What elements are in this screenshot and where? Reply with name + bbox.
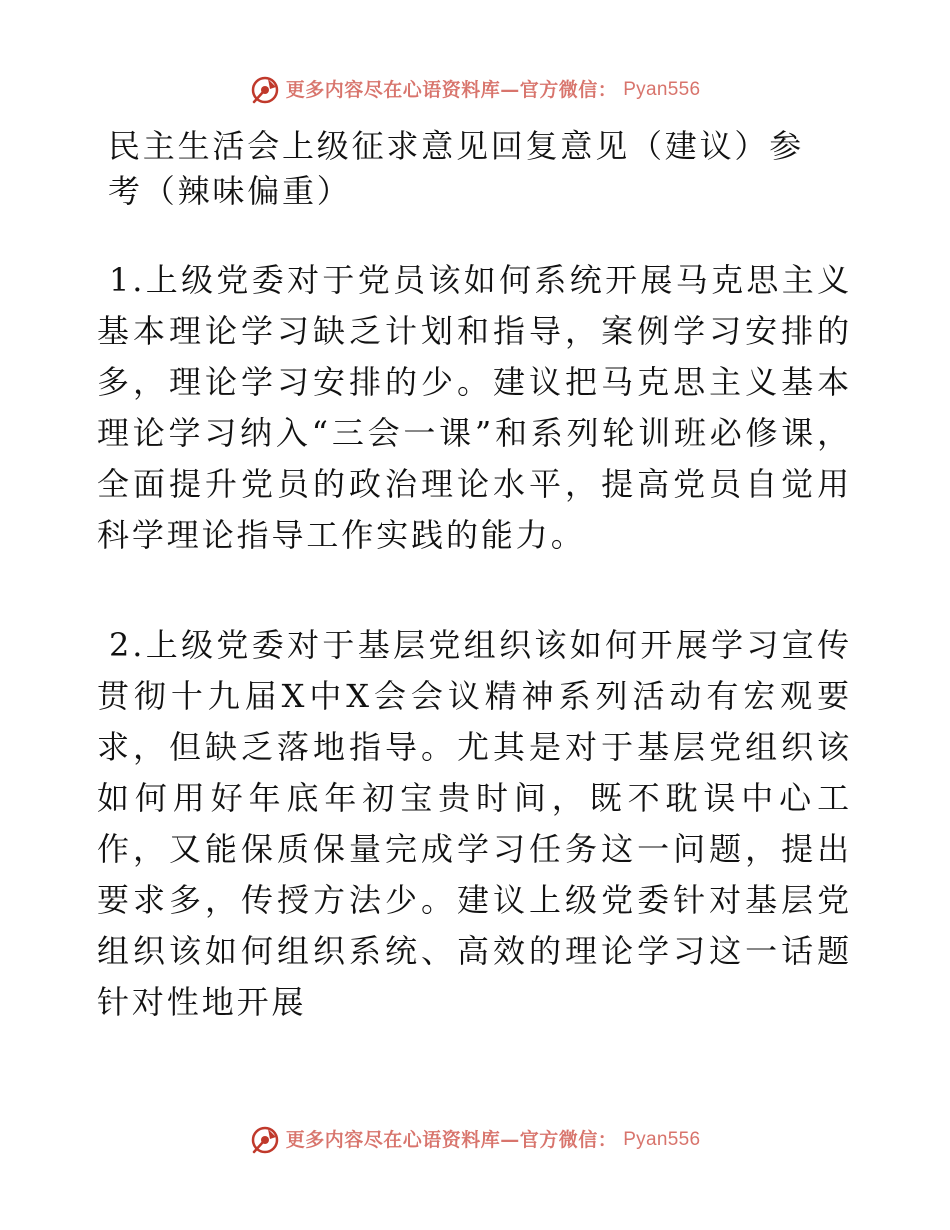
quill-seal-icon [250, 75, 280, 105]
watermark-text: 更多内容尽在心语资料库—官方微信： [285, 1129, 618, 1151]
watermark-wechat-id: Pyan556 [623, 79, 701, 100]
quill-seal-icon [250, 1125, 280, 1155]
watermark-wechat-id: Pyan556 [623, 1129, 701, 1150]
paragraph-2: 2.上级党委对于基层党组织该如何开展学习宣传贯彻十九届X中X会会议精神系列活动有宏观要求，但缺乏落地指导。尤其是对于基层党组织该如何用好年底年初宝贵时间，既不耽误中心工作，又能保质保量完成学习任务这一问题，提出要求多，传授方法少。建议上级党委针对基层党组织该如何组织系统、高效的理论学习这一话题针对性地开展 [97, 626, 852, 1021]
document-title: 民主生活会上级征求意见回复意见（建议）参考（辣味偏重） [108, 127, 805, 210]
watermark-header [0, 70, 950, 110]
watermark-text: 更多内容尽在心语资料库—官方微信： [285, 79, 618, 101]
watermark-footer [0, 1120, 950, 1160]
paragraph-1: 1.上级党委对于党员该如何系统开展马克思主义基本理论学习缺乏计划和指导，案例学习安排的多，理论学习安排的少。建议把马克思主义基本理论学习纳入“三会一课”和系列轮训班必修课，全面提升党员的政治理论水平，提高党员自觉用科学理论指导工作实践的能力。 [97, 261, 852, 554]
